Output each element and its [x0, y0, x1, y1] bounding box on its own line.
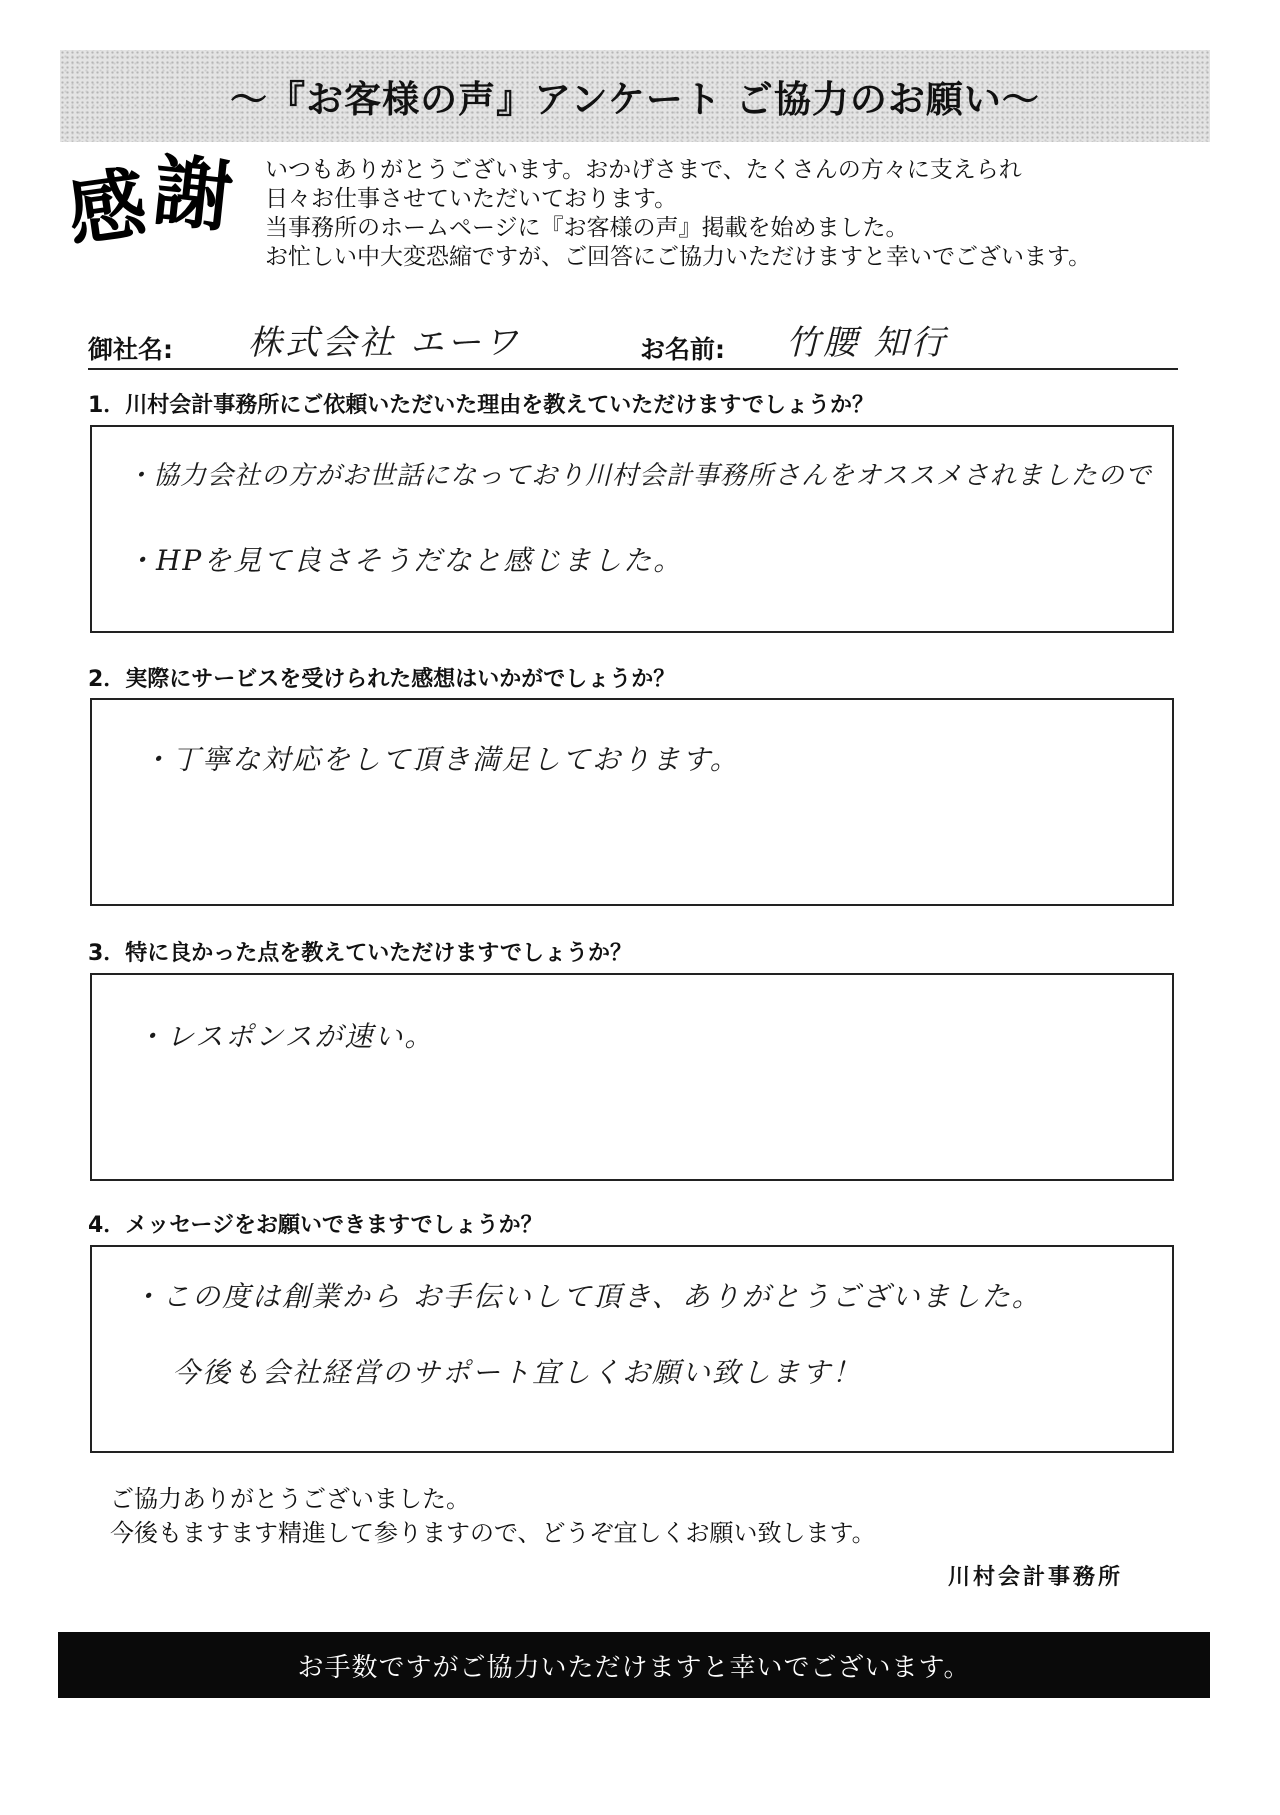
answer-box-4	[90, 1245, 1174, 1453]
office-name: 川村会計事務所	[948, 1565, 1124, 1590]
answer-line: ・協力会社の方がお世話になっており川村会計事務所さんをオススメされましたので	[126, 461, 1152, 491]
answer-box-1	[90, 425, 1174, 633]
intro-text	[265, 156, 1225, 272]
name-label: お名前:	[640, 335, 725, 364]
question-4: 4．メッセージをお願いできますでしょうか？	[88, 1213, 543, 1238]
answer-box-2	[90, 698, 1174, 906]
kansha-stamp	[61, 145, 248, 262]
kansha-char-1: 感	[61, 158, 152, 259]
answer-line: 今後も会社経営のサポート宜しくお願い致します！	[172, 1356, 863, 1389]
answer-line: ・レスポンスが速い。	[136, 1020, 435, 1053]
intro-line: 日々お仕事させていただいております。	[265, 186, 678, 212]
title-banner	[60, 50, 1210, 142]
question-3: 3．特に良かった点を教えていただけますでしょうか？	[88, 941, 632, 966]
intro-line: いつもありがとうございます。おかげさまで、たくさんの方々に支えられ	[265, 157, 1022, 183]
footer-banner	[58, 1632, 1210, 1698]
answer-line: ・この度は創業から お手伝いして頂き、ありがとうございました。	[132, 1280, 1042, 1313]
page-title: 〜『お客様の声』アンケート ご協力のお願い〜	[230, 78, 1040, 121]
kansha-char-2: 謝	[149, 145, 237, 244]
answer-line: ・HPを見て良さそうだなと感じました。	[126, 544, 684, 577]
closing-line: 今後もますます精進して参りますので、どうぞ宜しくお願い致します。	[110, 1519, 876, 1547]
intro-line: 当事務所のホームページに『お客様の声』掲載を始めました。	[265, 215, 909, 241]
closing-text	[110, 1482, 876, 1550]
company-value: 株式会社 エーワ	[248, 323, 521, 363]
question-2: 2．実際にサービスを受けられた感想はいかがでしょうか？	[88, 667, 676, 692]
company-label: 御社名:	[88, 335, 173, 364]
name-value: 竹腰 知行	[786, 323, 948, 363]
answer-line: ・丁寧な対応をして頂き満足しております。	[142, 743, 740, 776]
answer-box-3	[90, 973, 1174, 1181]
footer-text: お手数ですがご協力いただけますと幸いでございます。	[297, 1652, 971, 1683]
question-1: 1．川村会計事務所にご依頼いただいた理由を教えていただけますでしょうか？	[88, 393, 874, 418]
respondent-row	[88, 318, 1178, 370]
intro-line: お忙しい中大変恐縮ですが、ご回答にご協力いただけますと幸いでございます。	[265, 244, 1092, 270]
closing-line: ご協力ありがとうございました。	[110, 1485, 470, 1513]
